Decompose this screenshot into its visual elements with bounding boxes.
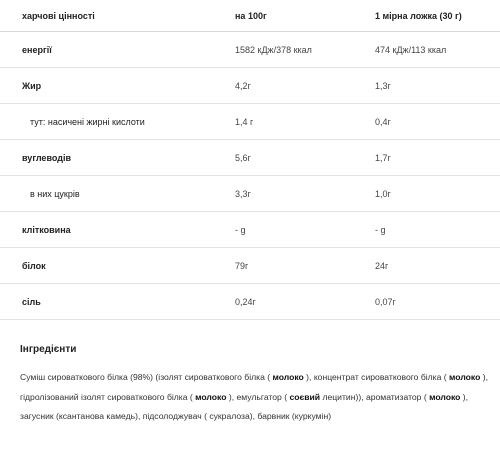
header-per-serving: 1 мірна ложка (30 г) bbox=[375, 0, 500, 32]
row-value-per-serving: 1,7г bbox=[375, 140, 500, 176]
ingredients-text-part: ), концентрат сироваткового білка ( bbox=[303, 372, 450, 382]
row-value-per-100g: 1,4 г bbox=[235, 104, 375, 140]
allergen-milk: молоко bbox=[429, 391, 461, 402]
row-value-per-serving: 0,07г bbox=[375, 284, 500, 320]
row-value-per-serving: 474 кДж/113 ккал bbox=[375, 32, 500, 68]
row-value-per-100g: 4,2г bbox=[235, 68, 375, 104]
ingredients-title: Інгредієнти bbox=[20, 344, 77, 355]
table-row-fibre bbox=[0, 212, 500, 248]
allergen-milk: молоко bbox=[195, 391, 227, 402]
table-row-salt bbox=[0, 284, 500, 320]
table-row-carbohydrates bbox=[0, 140, 500, 176]
row-label: Жир bbox=[0, 68, 235, 104]
table-row-sugars bbox=[0, 176, 500, 212]
row-value-per-100g: - g bbox=[235, 212, 375, 248]
table-row-energy bbox=[0, 32, 500, 68]
row-value-per-serving: 1,3г bbox=[375, 68, 500, 104]
row-value-per-serving: 24г bbox=[375, 248, 500, 284]
ingredients-text-part: ), загусник (ксантанова камедь), підсолоджувач ( сукралоза), барвник (куркумін) bbox=[20, 391, 469, 421]
table-row-saturated-fat bbox=[0, 104, 500, 140]
header-name: харчові цінності bbox=[0, 0, 235, 32]
row-label: тут: насичені жирні кислоти bbox=[0, 104, 235, 140]
row-label: білок bbox=[0, 248, 235, 284]
allergen-soy: соєвий bbox=[289, 391, 321, 402]
row-label: сіль bbox=[0, 284, 235, 320]
table-row-protein bbox=[0, 248, 500, 284]
row-value-per-100g: 3,3г bbox=[235, 176, 375, 212]
header-per-100g: на 100г bbox=[235, 0, 375, 32]
ingredients-text-part: ), емульгатор ( bbox=[226, 391, 290, 402]
row-value-per-100g: 1582 кДж/378 ккал bbox=[235, 32, 375, 68]
row-label: клітковина bbox=[0, 212, 235, 248]
ingredients-text-part: лецитин)), ароматизатор ( bbox=[320, 391, 430, 402]
row-label: в них цукрів bbox=[0, 176, 235, 212]
row-label: енергії bbox=[0, 32, 235, 68]
row-value-per-serving: 0,4г bbox=[375, 104, 500, 140]
table-header-row bbox=[0, 0, 500, 32]
allergen-milk: молоко bbox=[449, 372, 481, 382]
row-value-per-serving: - g bbox=[375, 212, 500, 248]
row-value-per-100g: 0,24г bbox=[235, 284, 375, 320]
allergen-milk: молоко bbox=[272, 372, 304, 382]
ingredients-text bbox=[20, 368, 490, 427]
ingredients-text-part: ), гідролізований ізолят сироваткового білка ( bbox=[20, 372, 488, 402]
table-row-fat bbox=[0, 68, 500, 104]
row-value-per-100g: 79г bbox=[235, 248, 375, 284]
row-value-per-serving: 1,0г bbox=[375, 176, 500, 212]
row-label: вуглеводів bbox=[0, 140, 235, 176]
ingredients-text-part: Суміш сироваткового білка (98%) (ізолят сироваткового білка ( bbox=[20, 372, 273, 382]
row-value-per-100g: 5,6г bbox=[235, 140, 375, 176]
